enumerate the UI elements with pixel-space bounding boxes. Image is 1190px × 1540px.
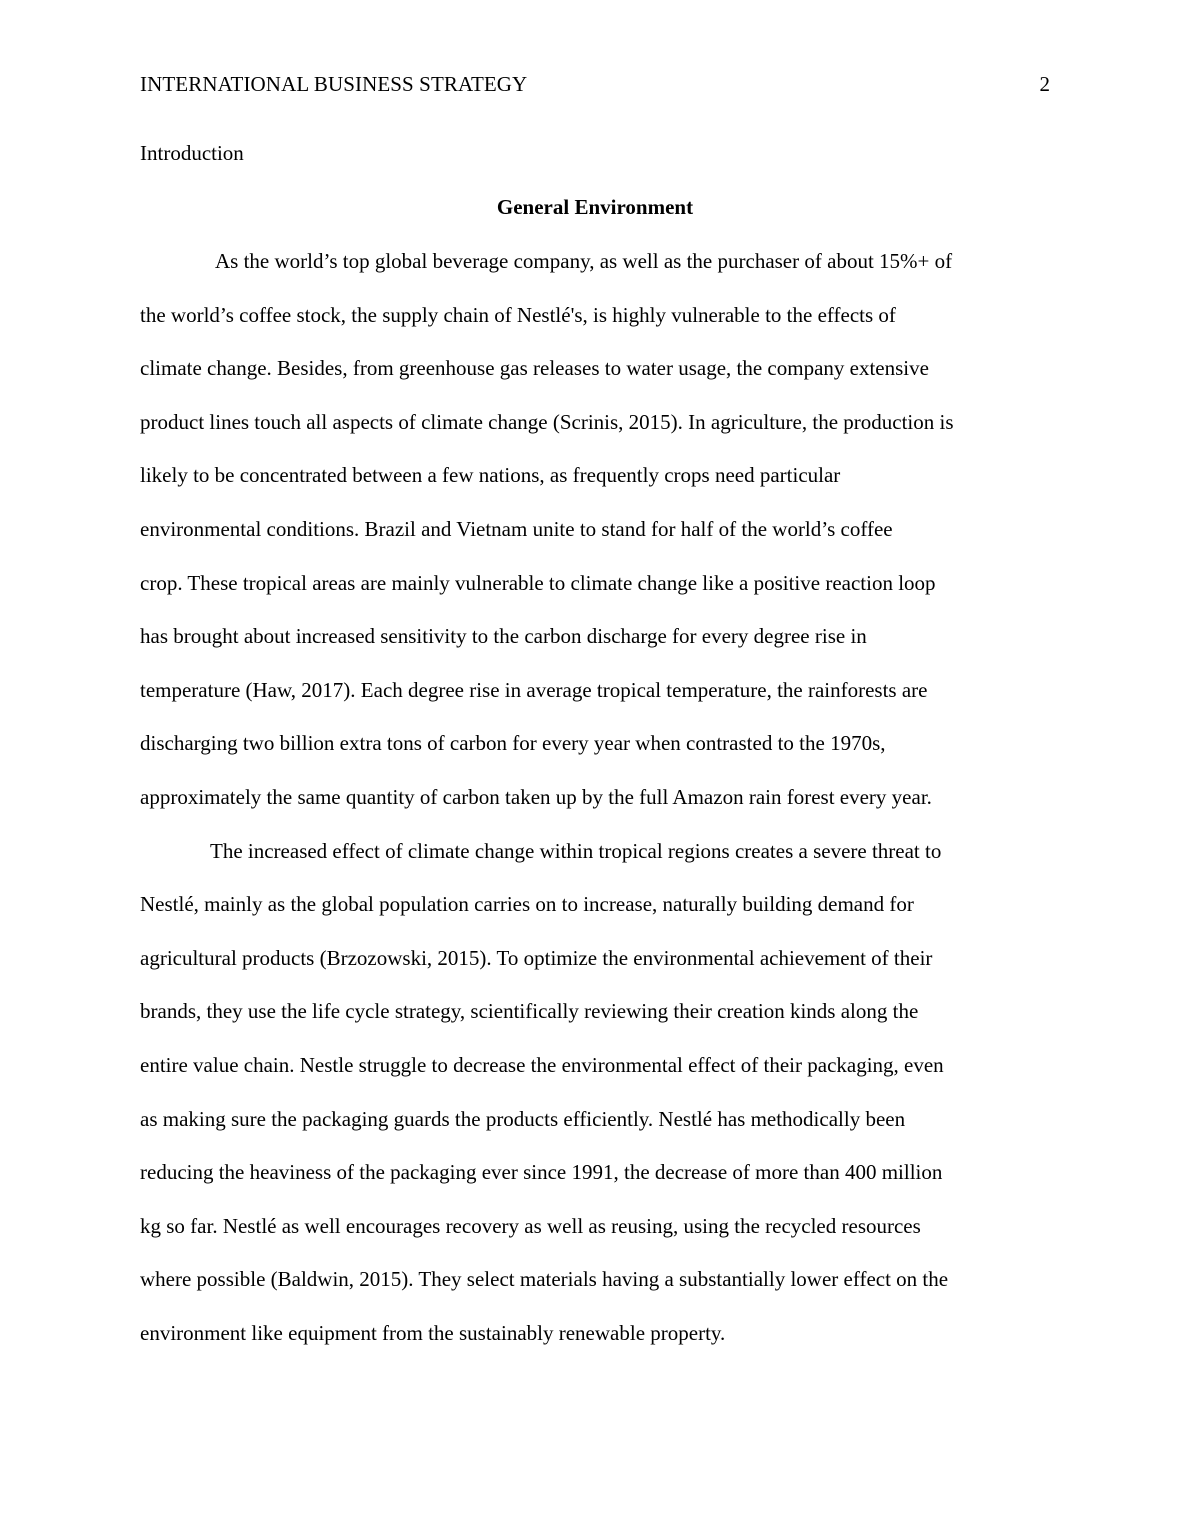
text-line: discharging two billion extra tons of carbon for every year when contrasted to the 1970s, — [140, 731, 886, 756]
text-line: product lines touch all aspects of climate change (Scrinis, 2015). In agriculture, the production is — [140, 409, 954, 434]
text-line: agricultural products (Brzozowski, 2015). To optimize the environmental achievement of their — [140, 945, 933, 970]
running-head: INTERNATIONAL BUSINESS STRATEGY — [140, 72, 528, 96]
text-line: approximately the same quantity of carbon taken up by the full Amazon rain forest every year. — [140, 784, 932, 809]
text-line: has brought about increased sensitivity to the carbon discharge for every degree rise in — [140, 624, 867, 649]
text-line: temperature (Haw, 2017). Each degree rise in average tropical temperature, the rainforests are — [140, 677, 928, 702]
text-line: crop. These tropical areas are mainly vulnerable to climate change like a positive reaction loop — [140, 570, 936, 595]
page-number: 2 — [1039, 72, 1050, 96]
subheading: General Environment — [496, 195, 694, 219]
text-line: climate change. Besides, from greenhouse gas releases to water usage, the company extensive — [140, 356, 929, 381]
text-line: brands, they use the life cycle strategy, scientifically reviewing their creation kinds along the — [140, 999, 919, 1024]
text-line: where possible (Baldwin, 2015). They select materials having a substantially lower effect on the — [140, 1267, 949, 1292]
text-line: As the world’s top global beverage company, as well as the purchaser of about 15%+ of — [215, 249, 953, 273]
text-line: kg so far. Nestlé as well encourages recovery as well as reusing, using the recycled resources — [140, 1213, 921, 1238]
text-line: as making sure the packaging guards the products efficiently. Nestlé has methodically been — [140, 1106, 906, 1131]
text-line: entire value chain. Nestle struggle to decrease the environmental effect of their packaging, even — [140, 1052, 944, 1077]
paragraph — [140, 240, 1060, 830]
text-line: reducing the heaviness of the packaging ever since 1991, the decrease of more than 400 million — [140, 1160, 943, 1185]
text-line: likely to be concentrated between a few nations, as frequently crops need particular — [140, 463, 841, 488]
body-text — [140, 240, 1060, 1365]
text-line: The increased effect of climate change within tropical regions creates a severe threat to — [210, 838, 942, 863]
text-line: the world’s coffee stock, the supply chain of Nestlé's, is highly vulnerable to the effects of — [140, 302, 896, 327]
text-line: environmental conditions. Brazil and Vietnam unite to stand for half of the world’s coffee — [140, 516, 893, 541]
text-line: environment like equipment from the sustainably renewable property. — [140, 1320, 726, 1345]
section-heading: Introduction — [140, 141, 244, 165]
paragraph — [140, 830, 1060, 1366]
text-line: Nestlé, mainly as the global population carries on to increase, naturally building demand for — [140, 892, 914, 917]
